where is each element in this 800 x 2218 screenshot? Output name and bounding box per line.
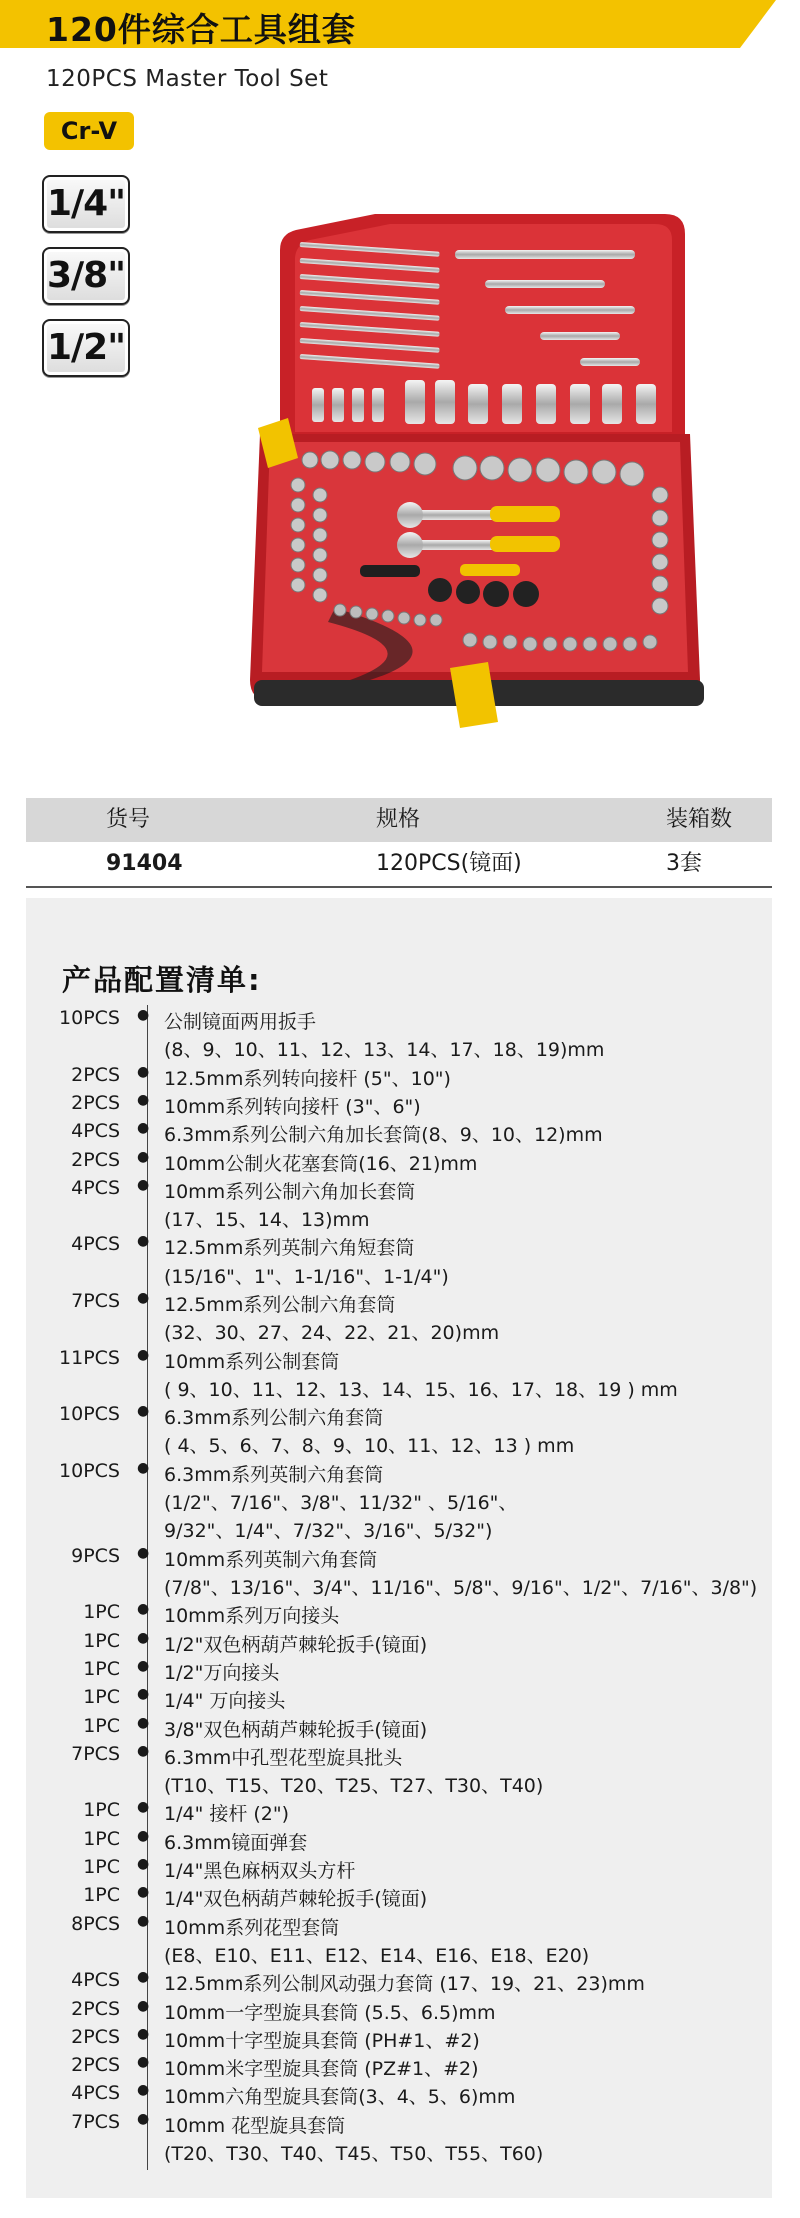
bullet-icon: ● (137, 1403, 150, 1420)
bullet-icon: ● (137, 1686, 150, 1703)
config-item (0, 1743, 800, 1800)
config-item-qty: 1PC (83, 1856, 120, 1878)
config-item (0, 2111, 800, 2168)
config-item-qty: 8PCS (71, 1912, 120, 1935)
config-item (0, 2054, 800, 2082)
config-item-name: 1/2"双色柄葫芦棘轮扳手(镜面) (164, 1633, 428, 1656)
config-item-detail: (17、15、14、13)mm (164, 1209, 370, 1232)
config-item (0, 2082, 800, 2110)
bullet-icon: ● (137, 2054, 150, 2071)
config-item-detail: (8、9、10、11、12、13、14、17、18、19)mm (164, 1039, 605, 1062)
bullet-icon: ● (137, 1233, 150, 1250)
bullet-icon: ● (137, 1007, 150, 1023)
drive-size-badge: 1/2" (42, 319, 130, 377)
config-item-detail: 9/32"、1/4"、7/32"、3/16"、5/32") (164, 1520, 493, 1543)
material-badge: Cr-V (44, 112, 134, 150)
config-item-name: 12.5mm系列转向接杆 (5"、10") (164, 1067, 451, 1090)
config-item-qty: 10PCS (59, 1403, 120, 1426)
config-item (0, 1290, 800, 1347)
config-item (0, 1828, 800, 1856)
title-bar-slant (740, 0, 800, 48)
config-item-name: 10mm一字型旋具套筒 (5.5、6.5)mm (164, 2001, 496, 2024)
config-item-qty: 2PCS (71, 1997, 120, 2020)
bullet-icon: ● (137, 1544, 150, 1561)
drive-size-badge: 3/8" (42, 247, 130, 305)
cell-item-number: 91404 (106, 851, 183, 876)
bullet-icon: ● (137, 1176, 150, 1193)
header-carton-qty: 装箱数 (666, 807, 733, 832)
bullet-icon: ● (137, 2082, 150, 2099)
config-item-qty: 2PCS (71, 1063, 120, 1086)
config-item-qty: 2PCS (71, 2025, 120, 2048)
config-item-name: 1/4"黑色麻柄双头方杆 (164, 1860, 356, 1882)
config-item-detail: (32、30、27、24、22、21、20)mm (164, 1322, 500, 1345)
config-item (0, 1884, 800, 1912)
config-item-qty: 4PCS (71, 2082, 120, 2105)
bullet-icon: ● (137, 1091, 150, 1108)
bullet-icon: ● (137, 1884, 150, 1901)
tool-case-image (240, 210, 710, 740)
config-item (0, 1233, 800, 1290)
config-item-name: 1/4" 万向接头 (164, 1690, 286, 1713)
bullet-icon: ● (137, 1290, 150, 1306)
bullet-icon: ● (137, 1856, 150, 1872)
config-item-qty: 1PC (83, 1714, 120, 1737)
config-item-name: 6.3mm系列公制六角套筒 (164, 1407, 384, 1430)
config-item (0, 1177, 800, 1234)
config-item-qty: 10PCS (59, 1459, 120, 1482)
config-item-qty: 1PC (83, 1827, 120, 1850)
config-item-detail: (15/16"、1"、1-1/16"、1-1/4") (164, 1265, 449, 1288)
config-item-qty: 10PCS (59, 1007, 120, 1029)
config-item (0, 1460, 800, 1545)
cell-carton-qty: 3套 (666, 851, 702, 876)
config-item-qty: 7PCS (71, 2110, 120, 2133)
page-subtitle: 120PCS Master Tool Set (46, 66, 329, 92)
config-item (0, 1064, 800, 1092)
config-item-name: 12.5mm系列公制六角套筒 (164, 1294, 396, 1316)
config-item-name: 10mm六角型旋具套筒(3、4、5、6)mm (164, 2086, 516, 2109)
config-item-name: 10mm公制火花塞套筒(16、21)mm (164, 1152, 478, 1175)
cell-spec: 120PCS(镜面) (376, 851, 522, 876)
bullet-icon: ● (137, 1714, 150, 1731)
config-item-name: 6.3mm中孔型花型旋具批头 (164, 1746, 403, 1769)
bullet-icon: ● (137, 1120, 150, 1137)
config-item (0, 1969, 800, 1997)
config-item-qty: 1PC (83, 1601, 120, 1624)
config-item-name: 6.3mm系列英制六角套筒 (164, 1463, 384, 1486)
config-item-detail: (E8、E10、E11、E12、E14、E16、E18、E20) (164, 1944, 590, 1967)
config-item-qty: 4PCS (71, 1120, 120, 1143)
bullet-icon: ● (137, 1148, 150, 1165)
config-item-name: 1/4"双色柄葫芦棘轮扳手(镜面) (164, 1888, 428, 1911)
config-item-name: 1/4" 接杆 (2") (164, 1803, 290, 1826)
config-item-qty: 4PCS (71, 1233, 120, 1256)
config-item-name: 3/8"双色柄葫芦棘轮扳手(镜面) (164, 1718, 428, 1741)
config-item-qty: 1PC (83, 1799, 120, 1822)
config-item-name: 12.5mm系列公制风动强力套筒 (17、19、21、23)mm (164, 1973, 645, 1996)
config-item (0, 1601, 800, 1629)
config-item (0, 1007, 800, 1064)
config-item (0, 1403, 800, 1460)
config-item-name: 10mm系列英制六角套筒 (164, 1548, 378, 1571)
bullet-icon: ● (137, 1629, 150, 1646)
drive-size-badge: 1/4" (42, 175, 130, 233)
bullet-icon: ● (137, 1827, 150, 1844)
config-item-qty: 1PC (83, 1686, 120, 1709)
config-item-name: 10mm米字型旋具套筒 (PZ#1、#2) (164, 2058, 479, 2081)
config-item (0, 1120, 800, 1148)
config-item-detail: ( 9、10、11、12、13、14、15、16、17、18、19 ) mm (164, 1378, 678, 1401)
config-item (0, 1913, 800, 1970)
bullet-icon: ● (137, 2025, 150, 2042)
config-item-detail: (1/2"、7/16"、3/8"、11/32" 、5/16"、 (164, 1492, 518, 1515)
config-item-name: 6.3mm镜面弹套 (164, 1831, 308, 1854)
config-item (0, 1092, 800, 1120)
config-item-name: 10mm系列万向接头 (164, 1605, 340, 1628)
config-item-qty: 2PCS (71, 1148, 120, 1171)
config-item-qty: 1PC (83, 1657, 120, 1680)
config-item-qty: 1PC (83, 1884, 120, 1907)
config-item (0, 1715, 800, 1743)
config-item-name: 10mm 花型旋具套筒 (164, 2114, 346, 2137)
bullet-icon: ● (137, 2110, 150, 2127)
bullet-icon: ● (137, 1063, 150, 1080)
config-item-qty: 11PCS (59, 1346, 120, 1369)
config-item-qty: 4PCS (71, 1969, 120, 1992)
config-item-name: 10mm系列转向接杆 (3"、6") (164, 1095, 421, 1118)
config-item-name: 10mm系列花型套筒 (164, 1916, 340, 1939)
config-item-detail: (T10、T15、T20、T25、T27、T30、T40) (164, 1775, 544, 1798)
config-item-name: 10mm系列公制六角加长套筒 (164, 1180, 416, 1203)
bullet-icon: ● (137, 1346, 150, 1363)
config-item-qty: 9PCS (71, 1544, 120, 1567)
bullet-icon: ● (137, 1601, 150, 1618)
config-title: 产品配置清单: (62, 963, 262, 997)
bullet-icon: ● (137, 1799, 150, 1816)
config-item-name: 1/2"万向接头 (164, 1661, 280, 1684)
config-item (0, 1347, 800, 1404)
bullet-icon: ● (137, 1459, 150, 1476)
spec-table-header (26, 798, 772, 842)
config-item-qty: 1PC (83, 1629, 120, 1652)
config-item (0, 1658, 800, 1686)
config-item-qty: 2PCS (71, 2054, 120, 2077)
header-item-number: 货号 (106, 807, 151, 832)
config-item-qty: 7PCS (71, 1742, 120, 1765)
bullet-icon: ● (137, 1969, 150, 1986)
config-item (0, 1630, 800, 1658)
bullet-icon: ● (137, 1742, 150, 1759)
config-item-qty: 2PCS (71, 1091, 120, 1114)
config-item (0, 1998, 800, 2026)
config-item-name: 10mm十字型旋具套筒 (PH#1、#2) (164, 2029, 480, 2052)
page-title: 120件综合工具组套 (46, 10, 356, 49)
config-item (0, 1686, 800, 1714)
config-item-detail: (T20、T30、T40、T45、T50、T55、T60) (164, 2142, 544, 2165)
config-item-name: 12.5mm系列英制六角短套筒 (164, 1237, 415, 1260)
spec-table-row (26, 842, 772, 888)
config-item-detail: (7/8"、13/16"、3/4"、11/16"、5/8"、9/16"、1/2"、7/16"、3/8") (164, 1576, 758, 1599)
config-item (0, 2026, 800, 2054)
config-item (0, 1545, 800, 1602)
config-item-qty: 7PCS (71, 1290, 120, 1312)
header-spec: 规格 (376, 807, 421, 832)
config-item-name: 10mm系列公制套筒 (164, 1350, 340, 1373)
config-item (0, 1856, 800, 1884)
bullet-icon: ● (137, 1912, 150, 1929)
config-item-detail: ( 4、5、6、7、8、9、10、11、12、13 ) mm (164, 1435, 575, 1458)
config-item (0, 1799, 800, 1827)
bullet-icon: ● (137, 1997, 150, 2014)
bullet-icon: ● (137, 1657, 150, 1674)
config-item-qty: 4PCS (71, 1176, 120, 1199)
config-item (0, 1149, 800, 1177)
config-item-name: 6.3mm系列公制六角加长套筒(8、9、10、12)mm (164, 1124, 603, 1147)
config-item-name: 公制镜面两用扳手 (164, 1011, 317, 1033)
